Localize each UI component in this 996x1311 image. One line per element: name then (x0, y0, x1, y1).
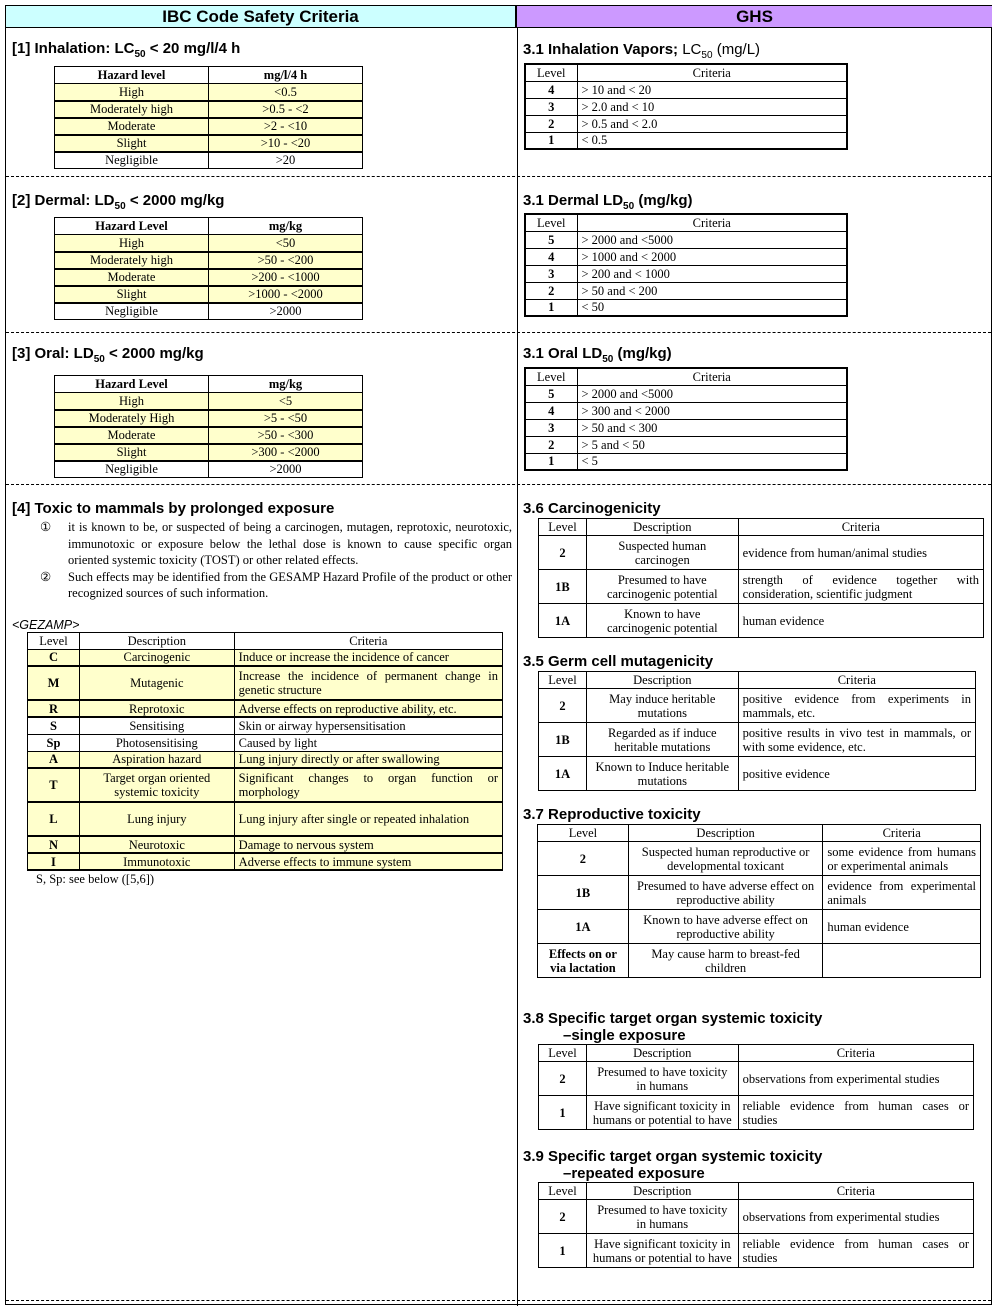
table-row (539, 604, 984, 638)
ibc-inhalation-title: [1] Inhalation: $LC_{50} < 20$ mg/l/4 h (12, 40, 241, 60)
ghs-mutagenicity-section (523, 653, 988, 791)
table-cell: Known to have adverse effect on reproductive ability (628, 910, 823, 944)
table-cell: 5 (525, 385, 577, 402)
table-cell: strength of evidence together with consideration, scientific judgment (738, 570, 983, 604)
table-row (539, 723, 976, 757)
column-header: Description (586, 519, 738, 536)
table-cell: Lung injury directly or after swallowing (234, 751, 502, 768)
table-cell: observations from experimental studies (738, 1062, 973, 1096)
table-cell: N (28, 836, 80, 853)
table-cell: Known to Induce heritable mutations (586, 757, 738, 791)
table-cell: 2 (525, 115, 577, 132)
table-row (55, 461, 363, 478)
table-row (28, 717, 503, 734)
table-row (525, 385, 847, 402)
table-cell: 3 (525, 419, 577, 436)
table-cell: >20 (209, 152, 363, 169)
ghs-reproductive-table (537, 824, 981, 978)
table-cell: 1 (539, 1096, 587, 1130)
table-row (539, 536, 984, 570)
ghs-reproductive-section (523, 806, 988, 978)
column-header: Level (525, 214, 577, 231)
table-row (538, 876, 981, 910)
ghs-stot-single-title: 3.8 Specific target organ systemic toxicity (523, 1010, 823, 1027)
ghs-oral-section (523, 345, 988, 471)
table-cell: Slight (55, 444, 209, 461)
ghs-mutagenicity-title: 3.5 Germ cell mutagenicity (523, 653, 714, 670)
gezamp-label: <GEZAMP> (12, 617, 80, 632)
table-cell: < 0.5 (577, 132, 847, 149)
ghs-inhalation-table (524, 63, 848, 150)
table-cell: 2 (539, 1062, 587, 1096)
table-cell: >1000 - <2000 (209, 286, 363, 303)
table-row (55, 118, 363, 135)
table-cell: positive results in vivo test in mammals, or with some evidence, etc. (738, 723, 975, 757)
column-header: Description (79, 632, 234, 649)
table-row (55, 303, 363, 320)
table-cell: evidence from human/animal studies (738, 536, 983, 570)
column-header: Criteria (738, 672, 975, 689)
table-header-row (525, 214, 847, 231)
table-cell: Moderate (55, 118, 209, 135)
table-row (28, 666, 503, 700)
column-header: mg/kg (209, 376, 363, 393)
column-header: Level (525, 368, 577, 385)
ghs-dermal-table (524, 213, 848, 317)
table-cell: 3 (525, 265, 577, 282)
table-cell: 1B (539, 723, 587, 757)
column-header: Description (586, 1183, 738, 1200)
table-cell: >2000 (209, 303, 363, 320)
table-cell: > 2000 and <5000 (577, 231, 847, 248)
table-cell: S (28, 717, 80, 734)
list-item (12, 569, 512, 602)
ghs-stot-single-section (523, 1010, 988, 1130)
section-divider (6, 332, 991, 333)
column-header: Criteria (738, 1045, 973, 1062)
ibc-dermal-section (12, 192, 512, 320)
table-cell: positive evidence (738, 757, 975, 791)
table-row (55, 427, 363, 444)
table-cell: human evidence (738, 604, 983, 638)
ghs-stot-repeated-title: 3.9 Specific target organ systemic toxicity (523, 1148, 823, 1165)
table-cell: A (28, 751, 80, 768)
table-cell: T (28, 768, 80, 802)
column-header: Criteria (234, 632, 502, 649)
table-cell: Neurotoxic (79, 836, 234, 853)
table-cell: 5 (525, 231, 577, 248)
table-cell: Moderately High (55, 410, 209, 427)
column-header: Criteria (738, 519, 983, 536)
table-cell: >10 - <20 (209, 135, 363, 152)
table-cell: Effects on or via lactation (538, 944, 629, 978)
table-cell: 1B (539, 570, 587, 604)
page-frame (5, 5, 992, 1305)
table-row (525, 436, 847, 453)
table-cell: High (55, 84, 209, 101)
ibc-inhalation-table (54, 66, 363, 169)
table-cell: L (28, 802, 80, 836)
ghs-carcinogenicity-title: 3.6 Carcinogenicity (523, 500, 661, 517)
ghs-inhalation-title: 3.1 Inhalation Vapors; $LC_{50}$ (mg/L) (523, 41, 761, 61)
ibc-oral-section (12, 345, 512, 478)
column-header: Hazard Level (55, 376, 209, 393)
table-cell: Caused by light (234, 734, 502, 751)
table-header-row (539, 1045, 974, 1062)
table-cell: <50 (209, 235, 363, 252)
table-header-row (539, 1183, 974, 1200)
table-cell: evidence from experimental animals (823, 876, 981, 910)
table-cell: Presumed to have toxicity in humans (586, 1062, 738, 1096)
table-cell: >50 - <200 (209, 252, 363, 269)
table-cell: R (28, 700, 80, 717)
table-row (525, 419, 847, 436)
table-cell: <0.5 (209, 84, 363, 101)
ibc-toxic-list (12, 519, 512, 602)
table-cell: Carcinogenic (79, 649, 234, 666)
ghs-stot-repeated-subtitle: –repeated exposure (563, 1165, 705, 1182)
table-cell: I (28, 853, 80, 870)
table-cell: > 300 and < 2000 (577, 402, 847, 419)
table-row (28, 734, 503, 751)
ghs-inhalation-section (523, 41, 988, 150)
table-cell: reliable evidence from human cases or studies (738, 1234, 973, 1268)
table-cell: Adverse effects on reproductive ability, etc. (234, 700, 502, 717)
table-cell: Sensitising (79, 717, 234, 734)
column-header: Description (586, 1045, 738, 1062)
table-cell: Negligible (55, 461, 209, 478)
table-cell: Have significant toxicity in humans or potential to have (586, 1096, 738, 1130)
table-row (539, 1096, 974, 1130)
table-row (28, 853, 503, 870)
table-row (55, 235, 363, 252)
table-cell: observations from experimental studies (738, 1200, 973, 1234)
ibc-oral-title: [3] Oral: $LD_{50} < 2000$ mg/kg (12, 345, 204, 365)
ghs-carcinogenicity-table (538, 518, 984, 638)
table-cell: 1B (538, 876, 629, 910)
table-cell: Moderate (55, 427, 209, 444)
table-cell: Presumed to have toxicity in humans (586, 1200, 738, 1234)
column-header: Hazard level (55, 67, 209, 84)
column-header: mg/kg (209, 218, 363, 235)
ghs-stot-repeated-table (538, 1182, 974, 1268)
table-row (538, 842, 981, 876)
section-divider (6, 176, 991, 177)
table-cell: Lung injury (79, 802, 234, 836)
column-header: Criteria (577, 214, 847, 231)
ghs-dermal-title: 3.1 Dermal $LD_{50}$ (mg/kg) (523, 192, 693, 212)
ibc-toxic-title: [4] Toxic to mammals by prolonged exposure (12, 500, 335, 517)
table-header-row (55, 67, 363, 84)
ghs-dermal-section (523, 192, 988, 317)
table-row (525, 248, 847, 265)
ghs-mutagenicity-table (538, 671, 976, 791)
table-cell: > 2000 and <5000 (577, 385, 847, 402)
table-cell: > 5 and < 50 (577, 436, 847, 453)
table-header-row (55, 376, 363, 393)
table-cell: >2000 (209, 461, 363, 478)
table-cell: 1A (538, 910, 629, 944)
column-header: Level (539, 1183, 587, 1200)
table-row (55, 135, 363, 152)
table-cell: > 0.5 and < 2.0 (577, 115, 847, 132)
table-cell: > 2.0 and < 10 (577, 98, 847, 115)
table-cell: >2 - <10 (209, 118, 363, 135)
table-header-row (28, 632, 503, 649)
column-header: Criteria (577, 368, 847, 385)
list-marker: ② (40, 569, 52, 584)
table-cell: 1A (539, 604, 587, 638)
table-cell: 4 (525, 248, 577, 265)
table-row (525, 282, 847, 299)
table-cell: High (55, 393, 209, 410)
table-cell: > 50 and < 300 (577, 419, 847, 436)
table-row (525, 132, 847, 149)
table-cell: M (28, 666, 80, 700)
table-cell: >0.5 - <2 (209, 101, 363, 118)
column-header: Level (539, 672, 587, 689)
table-cell (823, 944, 981, 978)
table-row (525, 453, 847, 470)
ibc-dermal-title: [2] Dermal: $LD_{50} < 2000$ mg/kg (12, 192, 225, 212)
ghs-stot-single-subtitle: –single exposure (563, 1027, 686, 1044)
table-cell: Significant changes to organ function or morphology (234, 768, 502, 802)
table-row (538, 910, 981, 944)
column-divider (517, 28, 518, 1306)
table-cell: Photosensitising (79, 734, 234, 751)
table-cell: Presumed to have carcinogenic potential (586, 570, 738, 604)
table-cell: Known to have carcinogenic potential (586, 604, 738, 638)
table-cell: High (55, 235, 209, 252)
table-row (28, 700, 503, 717)
section-divider (6, 484, 991, 485)
table-cell: May cause harm to breast-fed children (628, 944, 823, 978)
table-cell: Increase the incidence of permanent change in genetic structure (234, 666, 502, 700)
table-cell: Adverse effects to immune system (234, 853, 502, 870)
list-item-text: it is known to be, or suspected of being a carcinogen, mutagen, reprotoxic, neurotoxic, immunotoxic or exposure below the lethal dose is known to cause specific organ oriented systemic toxicity (TOST) or other related effects. (68, 520, 512, 567)
list-item-text: Such effects may be identified from the GESAMP Hazard Profile of the product or other recognized sources of such information. (68, 569, 512, 600)
column-header: Criteria (577, 64, 847, 81)
table-cell: 1 (539, 1234, 587, 1268)
ibc-inhalation-section (12, 40, 512, 169)
table-cell: Target organ oriented systemic toxicity (79, 768, 234, 802)
table-cell: Reprotoxic (79, 700, 234, 717)
column-header: Description (586, 672, 738, 689)
table-row (539, 570, 984, 604)
table-cell: 2 (525, 436, 577, 453)
gezamp-table (27, 632, 503, 872)
header-ghs: GHS (517, 6, 992, 28)
table-cell: positive evidence from experiments in mammals, etc. (738, 689, 975, 723)
ghs-stot-repeated-section (523, 1148, 988, 1268)
table-header-row (55, 218, 363, 235)
table-row (28, 751, 503, 768)
table-cell: 2 (539, 536, 587, 570)
column-header: mg/l/4 h (209, 67, 363, 84)
table-row (525, 299, 847, 316)
table-cell: 2 (539, 1200, 587, 1234)
table-row (525, 265, 847, 282)
table-cell: 4 (525, 81, 577, 98)
table-cell: Skin or airway hypersensitisation (234, 717, 502, 734)
table-row (539, 689, 976, 723)
table-cell: >5 - <50 (209, 410, 363, 427)
ibc-toxic-section (12, 500, 512, 887)
column-header: Level (525, 64, 577, 81)
table-cell: > 50 and < 200 (577, 282, 847, 299)
table-cell: reliable evidence from human cases or studies (738, 1096, 973, 1130)
column-header: Level (538, 825, 629, 842)
table-cell: 2 (539, 689, 587, 723)
table-cell: Damage to nervous system (234, 836, 502, 853)
table-row (525, 231, 847, 248)
table-cell: 4 (525, 402, 577, 419)
table-row (525, 402, 847, 419)
table-cell: <5 (209, 393, 363, 410)
table-cell: Suspected human carcinogen (586, 536, 738, 570)
ghs-stot-single-table (538, 1044, 974, 1130)
ghs-oral-title: 3.1 Oral $LD_{50}$ (mg/kg) (523, 345, 672, 365)
table-cell: May induce heritable mutations (586, 689, 738, 723)
table-row (55, 410, 363, 427)
table-row (55, 252, 363, 269)
column-header: Description (628, 825, 823, 842)
table-cell: Regarded as if induce heritable mutations (586, 723, 738, 757)
table-header-row (525, 64, 847, 81)
table-cell: Aspiration hazard (79, 751, 234, 768)
table-cell: Moderately high (55, 252, 209, 269)
column-header: Level (28, 632, 80, 649)
ghs-reproductive-title: 3.7 Reproductive toxicity (523, 806, 701, 823)
table-cell: 1 (525, 299, 577, 316)
table-cell: Lung injury after single or repeated inhalation (234, 802, 502, 836)
table-cell: 1 (525, 453, 577, 470)
table-header-row (539, 672, 976, 689)
table-cell: Suspected human reproductive or developmental toxicant (628, 842, 823, 876)
table-row (55, 101, 363, 118)
table-cell: > 200 and < 1000 (577, 265, 847, 282)
table-row (539, 757, 976, 791)
table-row (539, 1234, 974, 1268)
table-row (55, 269, 363, 286)
table-cell: Moderate (55, 269, 209, 286)
table-cell: 3 (525, 98, 577, 115)
table-row (28, 649, 503, 666)
section-divider (6, 1300, 991, 1301)
ghs-carcinogenicity-section (523, 500, 988, 638)
table-cell: Have significant toxicity in humans or potential to have (586, 1234, 738, 1268)
table-row (525, 115, 847, 132)
table-cell: 1 (525, 132, 577, 149)
table-cell: Sp (28, 734, 80, 751)
table-row (55, 84, 363, 101)
column-header: Level (539, 1045, 587, 1062)
list-marker: ① (40, 520, 52, 534)
list-item (12, 519, 512, 569)
table-cell: Slight (55, 286, 209, 303)
table-cell: Presumed to have adverse effect on reproductive ability (628, 876, 823, 910)
table-cell: some evidence from humans or experimental animals (823, 842, 981, 876)
table-row (525, 98, 847, 115)
table-cell: < 5 (577, 453, 847, 470)
ghs-oral-table (524, 367, 848, 471)
table-row (55, 152, 363, 169)
table-cell: Negligible (55, 303, 209, 320)
column-header: Criteria (823, 825, 981, 842)
table-row (55, 444, 363, 461)
table-header-row (538, 825, 981, 842)
table-row (28, 836, 503, 853)
table-row (539, 1200, 974, 1234)
table-cell: Mutagenic (79, 666, 234, 700)
table-header-row (525, 368, 847, 385)
column-header: Criteria (738, 1183, 973, 1200)
column-header: Level (539, 519, 587, 536)
table-cell: > 10 and < 20 (577, 81, 847, 98)
header-ibc: IBC Code Safety Criteria (6, 6, 517, 28)
table-cell: > 1000 and < 2000 (577, 248, 847, 265)
table-cell: 2 (538, 842, 629, 876)
table-row (28, 802, 503, 836)
table-cell: < 50 (577, 299, 847, 316)
table-cell: >50 - <300 (209, 427, 363, 444)
table-cell: >200 - <1000 (209, 269, 363, 286)
table-cell: Negligible (55, 152, 209, 169)
table-row (525, 81, 847, 98)
table-cell: Induce or increase the incidence of cancer (234, 649, 502, 666)
table-cell: C (28, 649, 80, 666)
table-header-row (539, 519, 984, 536)
table-cell: human evidence (823, 910, 981, 944)
table-cell: Moderately high (55, 101, 209, 118)
table-row (539, 1062, 974, 1096)
table-row (538, 944, 981, 978)
table-row (55, 393, 363, 410)
gezamp-note: S, Sp: see below ([5,6]) (36, 872, 155, 886)
table-cell: 2 (525, 282, 577, 299)
ibc-oral-table (54, 375, 363, 478)
ibc-dermal-table (54, 217, 363, 320)
table-cell: 1A (539, 757, 587, 791)
table-cell: Slight (55, 135, 209, 152)
table-cell: >300 - <2000 (209, 444, 363, 461)
table-cell: Immunotoxic (79, 853, 234, 870)
table-row (55, 286, 363, 303)
column-header: Hazard Level (55, 218, 209, 235)
table-row (28, 768, 503, 802)
